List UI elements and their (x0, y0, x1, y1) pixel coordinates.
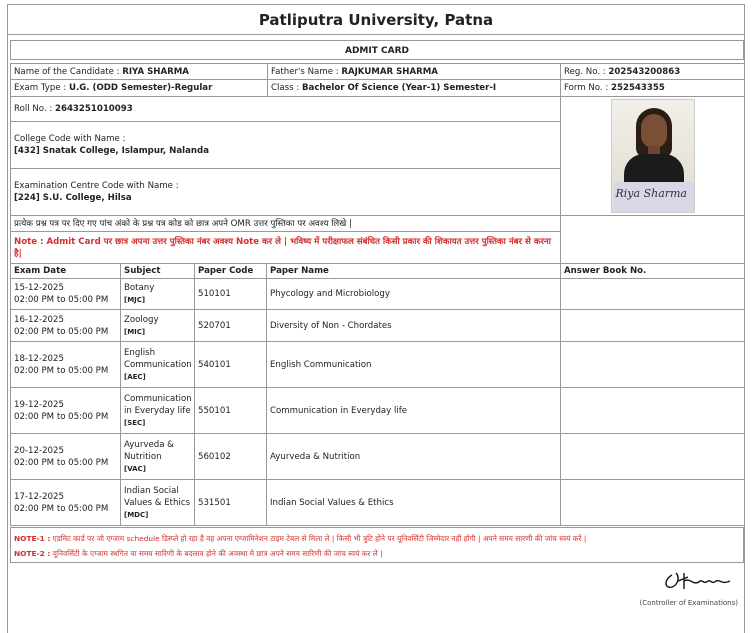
roll-no-cell (11, 97, 561, 122)
father-name-cell (268, 64, 561, 80)
admit-card (7, 4, 745, 633)
subject: Botany (124, 283, 155, 293)
exam-schedule-table (10, 263, 745, 526)
university-title: Patliputra University, Patna (8, 5, 744, 35)
subject-tag: [VAC] (124, 464, 146, 473)
father-name-label: Father's Name : (271, 66, 339, 77)
table-row (11, 310, 745, 342)
note-1-text: एडमिट कार्ड पर जो एग्जाम schedule डिस्प्ले हो रहा है वह अपना एग्जामिनेशन टाइम टेबल से मिला ले | किसी भी त्रुटि होने पर यूनिवर्सिटी जिम्मेदार नहीं होगी | अपने समय सारणी की जांच स्वयं करें | (52, 534, 587, 543)
answer-book-no (561, 388, 745, 434)
col-answer-book: Answer Book No. (561, 264, 745, 279)
candidate-name-label: Name of the Candidate : (14, 66, 120, 77)
exam-time: 02:00 PM to 05:00 PM (14, 457, 109, 468)
subject: English Communication (124, 347, 192, 370)
college-cell (11, 121, 561, 168)
subject: Ayurveda & Nutrition (124, 439, 174, 462)
admit-card-heading: ADMIT CARD (10, 40, 744, 60)
reg-no-label: Reg. No. : (564, 66, 606, 77)
class-label: Class : (271, 83, 300, 93)
form-no: 252543355 (611, 83, 665, 93)
notes-box (10, 527, 744, 563)
exam-date: 18-12-2025 (14, 353, 64, 364)
answer-book-no (561, 279, 745, 310)
paper-code: 531501 (195, 480, 267, 526)
col-paper-name: Paper Name (267, 264, 561, 279)
subject-tag: [MDC] (124, 510, 149, 519)
note-1-label: NOTE-1 : (14, 534, 51, 543)
exam-time: 02:00 PM to 05:00 PM (14, 503, 109, 514)
controller-signature (658, 567, 738, 595)
subject-tag: [AEC] (124, 372, 146, 381)
note-2-text: यूनिवर्सिटी के एग्जाम स्थगित या समय सारिणी के बदलाव होने की अवस्था मे छात्र अपने समय सारिणी की जांच स्वयं कर ले | (52, 549, 383, 558)
exam-date: 20-12-2025 (14, 445, 64, 456)
class-value: Bachelor Of Science (Year-1) Semester-I (301, 83, 497, 93)
roll-no-label: Roll No. : (14, 103, 53, 114)
centre-label: Examination Centre Code with Name : (14, 180, 179, 191)
col-exam-date: Exam Date (11, 264, 121, 279)
exam-date: 15-12-2025 (14, 283, 64, 293)
table-row (11, 342, 745, 388)
class-cell (268, 80, 561, 97)
exam-time: 02:00 PM to 05:00 PM (14, 295, 109, 305)
subject: Indian Social Values & Ethics (124, 485, 191, 508)
candidate-name-cell (11, 64, 268, 80)
reg-no-cell (561, 64, 745, 80)
form-no-label: Form No. : (564, 83, 609, 93)
paper-name: Diversity of Non - Chordates (267, 310, 561, 342)
college-name: [432] Snatak College, Islampur, Nalanda (14, 145, 209, 156)
paper-code: 510101 (195, 279, 267, 310)
paper-code: 520701 (195, 310, 267, 342)
subject: Communication in Everyday life (124, 393, 192, 416)
exam-time: 02:00 PM to 05:00 PM (14, 326, 109, 337)
candidate-photo (611, 99, 695, 213)
paper-name: Indian Social Values & Ethics (267, 480, 561, 526)
paper-name: English Communication (267, 342, 561, 388)
note-1 (14, 531, 740, 546)
answer-book-no (561, 434, 745, 480)
exam-type: U.G. (ODD Semester)-Regular (68, 83, 213, 93)
candidate-name: RIYA SHARMA (122, 66, 189, 77)
form-no-cell (561, 80, 745, 97)
note-2-label: NOTE-2 : (14, 549, 51, 558)
controller-signature-block (628, 567, 738, 607)
paper-name: Communication in Everyday life (267, 388, 561, 434)
roll-no: 2643251010093 (54, 103, 133, 114)
col-subject: Subject (121, 264, 195, 279)
paper-code: 560102 (195, 434, 267, 480)
blank-cell (561, 216, 745, 264)
note-red: Note : Admit Card पर छात्र अपना उत्तर पुस्तिका नंबर अवश्य Note कर ले | भविष्य में परीक्षाफल संबंधित किसी प्रकार की शिकायत उत्तर पुस्तिका नंबर से करना है| (11, 232, 561, 264)
paper-code: 540101 (195, 342, 267, 388)
answer-book-no (561, 342, 745, 388)
subject: Zoology (124, 314, 159, 325)
note-2 (14, 546, 740, 561)
exam-type-cell (11, 80, 268, 97)
exam-type-label: Exam Type : (14, 83, 67, 93)
candidate-info-table (10, 63, 745, 264)
table-row (11, 388, 745, 434)
centre-cell (11, 168, 561, 215)
exam-time: 02:00 PM to 05:00 PM (14, 411, 109, 422)
answer-book-no (561, 480, 745, 526)
paper-name: Phycology and Microbiology (267, 279, 561, 310)
exam-date: 17-12-2025 (14, 491, 64, 502)
subject-tag: [MJC] (124, 296, 146, 304)
subject-tag: [MIC] (124, 327, 146, 336)
subject-tag: [SEC] (124, 418, 146, 427)
photo-cell (561, 97, 745, 216)
paper-code: 550101 (195, 388, 267, 434)
exam-time: 02:00 PM to 05:00 PM (14, 365, 109, 376)
exam-date: 19-12-2025 (14, 399, 64, 410)
table-row (11, 279, 745, 310)
table-row (11, 480, 745, 526)
instruction-hindi: प्रत्येक प्रश्न पत्र पर दिए गए पांच अंको के प्रश्न पत्र कोड को छात्र अपने OMR उत्तर पुस्तिका पर अवश्य लिखे | (11, 216, 561, 232)
college-label: College Code with Name : (14, 133, 126, 144)
controller-label: (Controller of Examinations) (639, 599, 738, 607)
paper-name: Ayurveda & Nutrition (267, 434, 561, 480)
candidate-signature: Riya Sharma (615, 187, 687, 200)
father-name: RAJKUMAR SHARMA (341, 66, 438, 77)
reg-no: 202543200863 (608, 66, 681, 77)
answer-book-no (561, 310, 745, 342)
col-paper-code: Paper Code (195, 264, 267, 279)
exam-date: 16-12-2025 (14, 314, 64, 325)
table-row (11, 434, 745, 480)
centre-name: [224] S.U. College, Hilsa (14, 192, 132, 203)
